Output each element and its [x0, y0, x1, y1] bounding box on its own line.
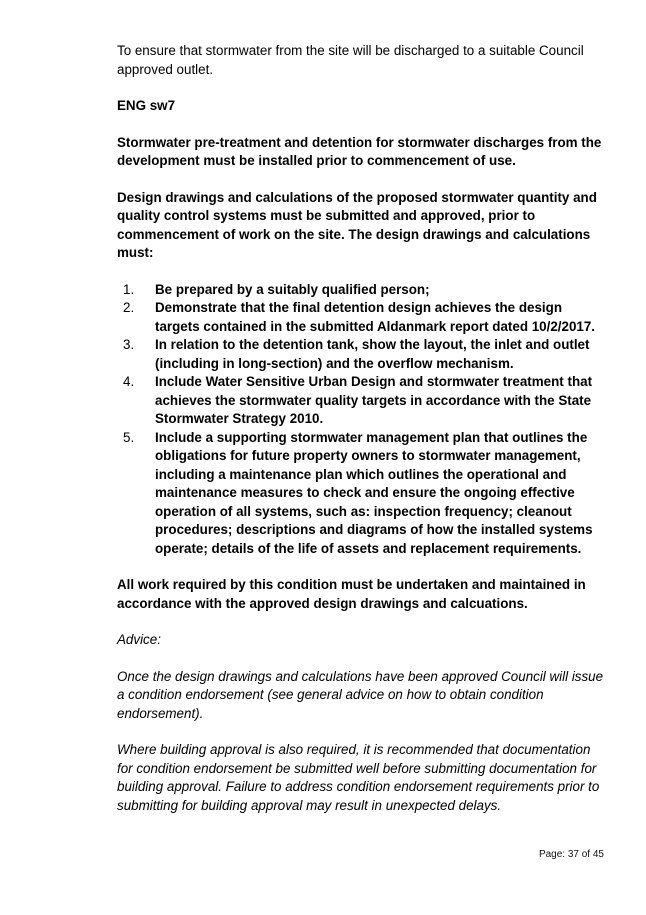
list-item — [117, 336, 607, 373]
list-item-number: 5. — [123, 429, 135, 445]
design-intro-paragraph: Design drawings and calculations of the proposed stormwater quantity and quality control systems must be submitted and approved, prior to commencement of work on the site. The design drawings and calculations must: — [117, 189, 597, 260]
document-body — [117, 42, 607, 815]
list-item-text: Be prepared by a suitably qualified person; — [155, 281, 430, 297]
list-item-number: 1. — [123, 281, 135, 297]
advice-label: Advice: — [117, 632, 161, 647]
list-item-text: Include Water Sensitive Urban Design and stormwater treatment that achieves the stormwater quality targets in accordance with the State Stormwater Strategy 2010. — [155, 374, 593, 426]
requirement-paragraph: Stormwater pre-treatment and detention for stormwater discharges from the development must be installed prior to commencement of use. — [117, 134, 602, 168]
intro-paragraph: To ensure that stormwater from the site will be discharged to a suitable Council approved outlet. — [117, 43, 584, 77]
requirements-list — [117, 281, 607, 559]
list-item — [117, 281, 607, 300]
list-item — [117, 429, 607, 559]
condition-code: ENG sw7 — [117, 98, 176, 113]
list-item-number: 4. — [123, 374, 135, 389]
page-number: Page: 37 of 45 — [538, 849, 604, 860]
list-item — [117, 373, 607, 429]
advice-paragraph-1: Once the design drawings and calculations have been approved Council will issue a condition endorsement (see general advice on how to obtain condition endorsement). — [117, 668, 604, 721]
list-item — [117, 299, 607, 336]
list-item-text: Include a supporting stormwater management plan that outlines the obligations for future property owners to stormwater management, including a maintenance plan which outlines the operational and maintenance measures to check and ensure the ongoing effective operation of all systems, such as: inspection frequency; cleanout procedures; descriptions and diagrams of how the installed systems operate; details of the life of assets and replacement requirements. — [155, 429, 593, 556]
list-item-number: 3. — [123, 337, 135, 352]
list-item-number: 2. — [123, 300, 135, 315]
list-item-text: Demonstrate that the final detention design achieves the design targets contained in the submitted Aldanmark report dated 10/2/2017. — [155, 300, 596, 334]
closing-paragraph: All work required by this condition must be undertaken and maintained in accordance with the approved design drawings and calcuations. — [117, 577, 586, 611]
advice-paragraph-2: Where building approval is also required, it is recommended that documentation for condition endorsement be submitted well before submitting documentation for building approval. Failure to address condition endorsement requirements prior to submitting for building approval may result in unexpected delays. — [117, 742, 600, 813]
list-item-text: In relation to the detention tank, show the layout, the inlet and outlet (including in long-section) and the overflow mechanism. — [155, 337, 590, 371]
